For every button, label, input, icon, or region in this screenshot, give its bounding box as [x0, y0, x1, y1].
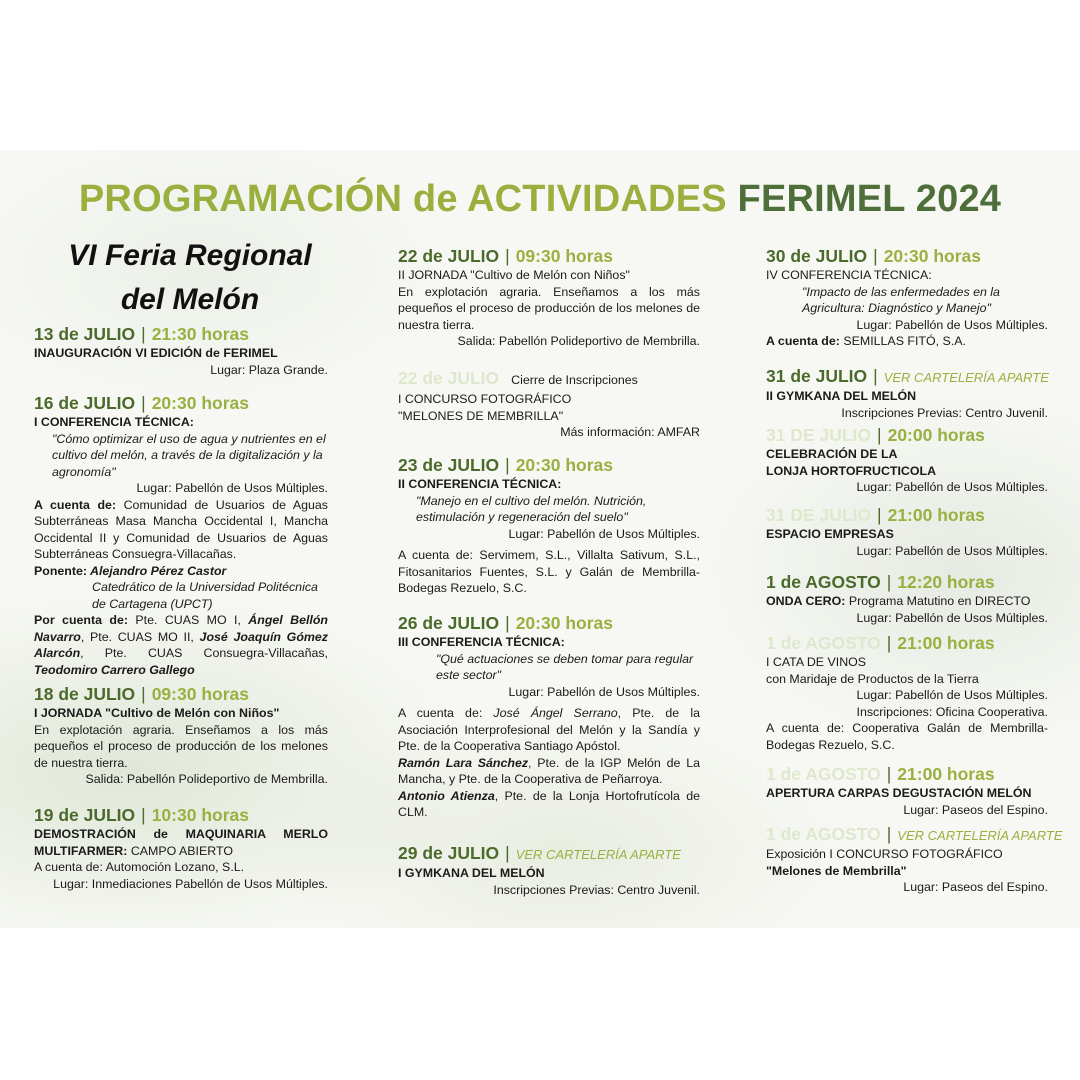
- event-date-header: 1 de AGOSTO | 12:20 horas: [766, 572, 995, 592]
- event-date-header: 1 de AGOSTO | 21:00 horas: [766, 633, 995, 653]
- event-23-julio: [398, 455, 700, 597]
- event-title: II JORNADA "Cultivo de Melón con Niños": [398, 268, 630, 282]
- event-date-header: 26 de JULIO | 20:30 horas: [398, 613, 613, 633]
- event-info: Más información: AMFAR: [560, 425, 700, 439]
- title-part2: FERIMEL 2024: [737, 178, 1002, 220]
- event-speaker-role: Catedrático de la Universidad Politécnica de Cartagena (UPCT): [92, 580, 318, 611]
- event-1-agosto-carpas: [766, 764, 1048, 818]
- event-22-julio: [398, 246, 700, 350]
- event-title: I CONCURSO FOTOGRÁFICO: [398, 392, 572, 406]
- event-place: Inscripciones Previas: Centro Juvenil.: [841, 405, 1048, 420]
- page-title: [0, 178, 1080, 221]
- event-title: CELEBRACIÓN DE LA: [766, 447, 898, 461]
- event-date-header: 31 DE JULIO | 21:00 horas: [766, 505, 985, 525]
- event-date-header: 13 de JULIO | 21:30 horas: [34, 324, 249, 344]
- event-13-julio: [34, 324, 328, 378]
- event-place: Inscripciones Previas: Centro Juvenil.: [493, 882, 700, 897]
- event-hosts: Por cuenta de: Pte. CUAS MO I, Ángel Bellón Navarro, Pte. CUAS MO II, José Joaquín Gómez Alarcón, Pte. CUAS Consuegra-Villacañas, Teodomiro Carrero Gallego: [34, 613, 328, 677]
- event-description: En explotación agraria. Enseñamos a los más pequeños el proceso de producción de los melones de nuestra tierra.: [34, 722, 328, 770]
- event-sponsor-2: Ramón Lara Sánchez, Pte. de la IGP Melón de La Mancha, y Pte. de la Cooperativa de Peñarroya.: [398, 755, 700, 786]
- event-concurso: [398, 368, 700, 441]
- event-place: Lugar: Pabellón de Usos Múltiples.: [856, 688, 1048, 702]
- event-quote: "Cómo optimizar el uso de agua y nutrientes en el cultivo del melón, a través de la digitalización y la agronomía": [52, 431, 326, 479]
- event-title: ESPACIO EMPRESAS: [766, 527, 894, 541]
- event-title: ONDA CERO: Programa Matutino en DIRECTO: [766, 594, 1031, 608]
- event-quote: "Qué actuaciones se deben tomar para regular este sector": [436, 651, 694, 682]
- event-place: Salida: Pabellón Polideportivo de Membrilla.: [457, 334, 700, 348]
- event-title: III CONFERENCIA TÉCNICA:: [398, 635, 565, 649]
- event-place: Lugar: Inmediaciones Pabellón de Usos Múltiples.: [53, 876, 328, 891]
- event-title: I GYMKANA DEL MELÓN: [398, 866, 545, 880]
- event-place: Lugar: Pabellón de Usos Múltiples.: [856, 543, 1048, 558]
- event-sponsor: A cuenta de: SEMILLAS FITÓ, S.A.: [766, 334, 966, 348]
- event-title-2: con Maridaje de Productos de la Tierra: [766, 671, 979, 686]
- event-title-2: "Melones de Membrilla": [766, 863, 907, 878]
- event-title: I CATA DE VINOS: [766, 655, 867, 669]
- event-31-julio-gymkana: [766, 366, 1048, 421]
- event-date-header: 22 de JULIO | 09:30 horas: [398, 246, 613, 266]
- event-date-header: 19 de JULIO | 10:30 horas: [34, 805, 249, 825]
- event-place: Lugar: Pabellón de Usos Múltiples.: [856, 480, 1048, 494]
- event-16-julio: [34, 393, 328, 678]
- event-quote: "Impacto de las enfermedades en la Agricultura: Diagnóstico y Manejo": [802, 284, 1000, 315]
- event-date-header: 1 de AGOSTO | 21:00 horas: [766, 764, 995, 784]
- event-place: Lugar: Pabellón de Usos Múltiples.: [508, 526, 700, 541]
- event-place: Lugar: Pabellón de Usos Múltiples.: [508, 684, 700, 699]
- event-place: Lugar: Paseos del Espino.: [903, 802, 1048, 817]
- subtitle-line2: del Melón: [120, 283, 260, 316]
- event-place: Lugar: Plaza Grande.: [210, 362, 328, 377]
- event-place: Salida: Pabellón Polideportivo de Membrilla.: [85, 772, 328, 786]
- event-sponsor: A cuenta de: Comunidad de Usuarios de Aguas Subterráneas Masa Mancha Occidental I, Mancha Occidental II y Comunidad de Usuarios de Aguas Subterráneas Consuegra-Villacañas.: [34, 497, 328, 561]
- event-1-agosto-cata: [766, 633, 1048, 753]
- event-title: II GYMKANA DEL MELÓN: [766, 389, 917, 403]
- event-30-julio: [766, 246, 1048, 350]
- event-title-2: "MELONES DE MEMBRILLA": [398, 408, 564, 423]
- subtitle: [40, 234, 340, 322]
- event-registration: Inscripciones: Oficina Cooperativa.: [856, 704, 1048, 719]
- event-sponsor: A cuenta de: Cooperativa Galán de Membrilla-Bodegas Rezuelo, S.C.: [766, 721, 1048, 752]
- event-date-header: 22 de JULIO Cierre de Inscripciones: [398, 368, 638, 388]
- event-place: Lugar: Pabellón de Usos Múltiples.: [856, 610, 1048, 625]
- subtitle-line1: VI Feria Regional: [68, 239, 312, 272]
- event-31-julio-lonja: [766, 425, 1048, 496]
- event-sponsor-3: Antonio Atienza, Pte. de la Lonja Hortofrutícola de CLM.: [398, 788, 700, 819]
- event-31-julio-empresas: [766, 505, 1048, 559]
- event-1-agosto-exposicion: [766, 824, 1063, 896]
- event-19-julio: [34, 805, 328, 892]
- event-date-header: 16 de JULIO | 20:30 horas: [34, 393, 249, 413]
- event-place: Lugar: Pabellón de Usos Múltiples.: [136, 481, 328, 495]
- event-title-2: LONJA HORTOFRUCTICOLA: [766, 463, 937, 478]
- event-sponsor: A cuenta de: José Ángel Serrano, Pte. de la Asociación Interprofesional del Melón y la Sandía y Pte. de la Cooperativa Santiago Apóstol.: [398, 706, 700, 753]
- event-title: I CONFERENCIA TÉCNICA:: [34, 415, 194, 429]
- event-date-header: 31 DE JULIO | 20:00 horas: [766, 425, 985, 445]
- event-1-agosto-onda-cero: [766, 572, 1048, 626]
- event-sponsor: A cuenta de: Automoción Lozano, S.L.: [34, 860, 245, 874]
- event-title: APERTURA CARPAS DEGUSTACIÓN MELÓN: [766, 786, 1032, 800]
- event-date-header: 18 de JULIO | 09:30 horas: [34, 684, 249, 704]
- event-date-header: 23 de JULIO | 20:30 horas: [398, 455, 613, 475]
- event-place: Lugar: Pabellón de Usos Múltiples.: [856, 317, 1048, 332]
- event-date-header: 30 de JULIO | 20:30 horas: [766, 246, 981, 266]
- event-place: Lugar: Paseos del Espino.: [903, 880, 1048, 894]
- event-26-julio: [398, 613, 700, 821]
- event-description: En explotación agraria. Enseñamos a los más pequeños el proceso de producción de los melones de nuestra tierra.: [398, 284, 700, 332]
- title-part1: PROGRAMACIÓN de ACTIVIDADES: [78, 178, 738, 220]
- event-date-header: 29 de JULIO | VER CARTELERÍA APARTE: [398, 843, 681, 863]
- event-title: II CONFERENCIA TÉCNICA:: [398, 477, 562, 491]
- event-title: INAUGURACIÓN VI EDICIÓN de FERIMEL: [34, 346, 278, 360]
- event-title: I JORNADA "Cultivo de Melón con Niños": [34, 706, 280, 720]
- event-date-header: 1 de AGOSTO | VER CARTELERÍA APARTE: [766, 824, 1063, 844]
- event-quote: "Manejo en el cultivo del melón. Nutrición, estimulación y regeneración del suelo": [416, 493, 647, 524]
- event-speaker: Ponente: Alejandro Pérez Castor: [34, 563, 227, 578]
- event-date-header: 31 de JULIO | VER CARTELERÍA APARTE: [766, 366, 1049, 386]
- event-29-julio: [398, 843, 700, 898]
- event-18-julio: [34, 684, 328, 788]
- event-sponsor: A cuenta de: Servimem, S.L., Villalta Sativum, S.L., Fitosanitarios Fuentes, S.L. y Galán de Membrilla-Bodegas Rezuelo, S.C.: [398, 548, 700, 595]
- event-title: DEMOSTRACIÓN de MAQUINARIA MERLO MULTIFARMER: CAMPO ABIERTO: [34, 827, 328, 858]
- event-title: IV CONFERENCIA TÉCNICA:: [766, 268, 932, 282]
- event-title: Exposición I CONCURSO FOTOGRÁFICO: [766, 847, 1003, 861]
